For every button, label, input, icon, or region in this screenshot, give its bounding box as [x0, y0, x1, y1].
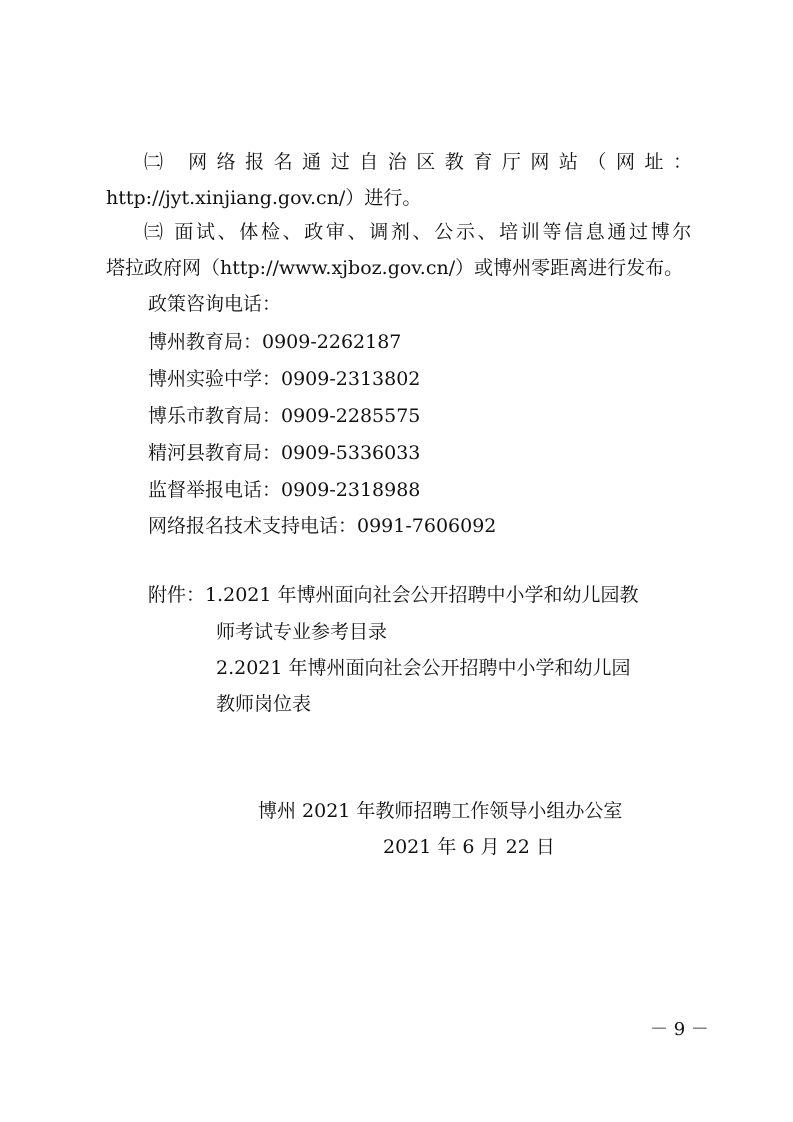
attachment-line: 2.2021 年博州面向社会公开招聘中小学和幼儿园: [216, 657, 631, 679]
signature-org: 博州 2021 年教师招聘工作领导小组办公室: [258, 800, 623, 822]
contacts-heading: 政策咨询电话：: [148, 293, 282, 315]
contact-item: 博乐市教育局：0909-2285575: [148, 405, 421, 427]
signature-date: 2021 年 6 月 22 日: [383, 836, 555, 858]
paragraph-info-release-line2: 塔拉政府网（http://www.xjboz.gov.cn/）或博州零距离进行发布。: [106, 257, 684, 279]
attachment-line: 教师岗位表: [216, 693, 312, 715]
contact-item: 网络报名技术支持电话：0991-7606092: [148, 515, 497, 537]
page-number: － 9 －: [650, 1019, 709, 1040]
paragraph-info-release-line1: ㈢ 面试、体检、政审、调剂、公示、培训等信息通过博尔: [144, 221, 692, 243]
contact-item: 监督举报电话：0909-2318988: [148, 479, 421, 501]
paragraph-network-signup-line2: http://jyt.xinjiang.gov.cn/）进行。: [106, 187, 422, 209]
contact-item: 博州教育局：0909-2262187: [148, 331, 402, 353]
contact-item: 精河县教育局：0909-5336033: [148, 442, 421, 464]
attachment-line: 师考试专业参考目录: [216, 621, 388, 643]
paragraph-network-signup-line1: ㈡ 网络报名通过自治区教育厅网站（网址：: [144, 151, 692, 173]
contact-item: 博州实验中学：0909-2313802: [148, 368, 421, 390]
attachment-line: 附件：1.2021 年博州面向社会公开招聘中小学和幼儿园教: [148, 584, 639, 606]
